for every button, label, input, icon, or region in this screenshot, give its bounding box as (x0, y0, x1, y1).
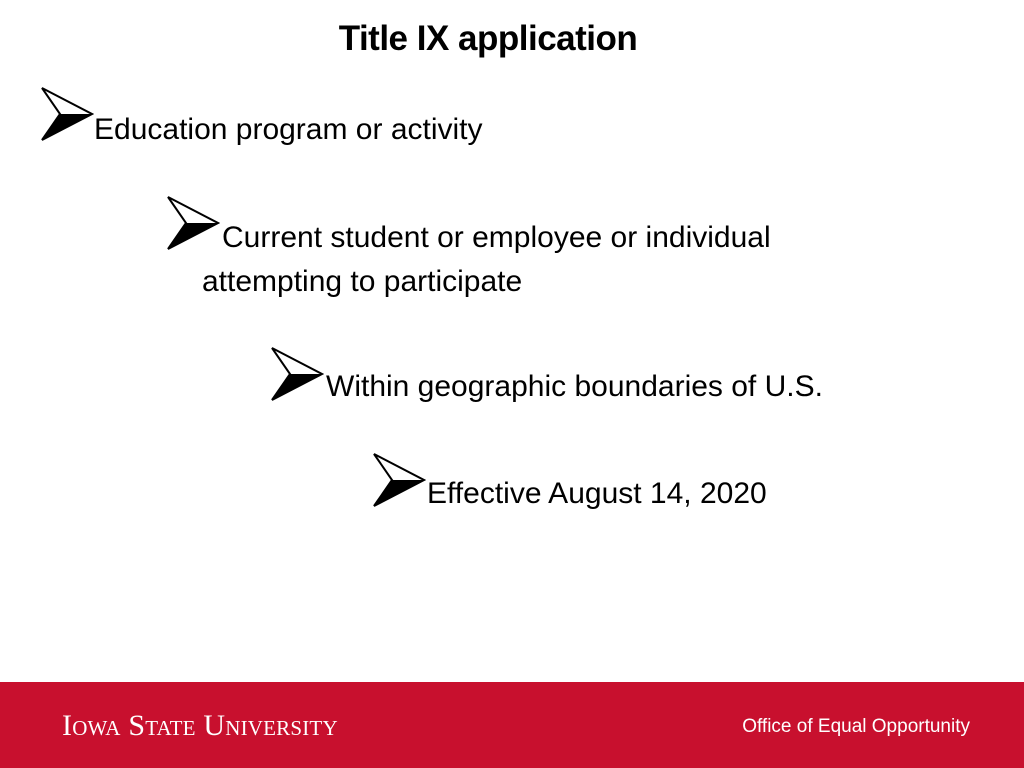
bullet-text: Within geographic boundaries of U.S. (326, 370, 823, 403)
university-logo: Iowa State University (62, 709, 338, 742)
bullet-item (326, 365, 823, 409)
office-label: Office of Equal Opportunity (742, 716, 970, 737)
footer-bar (0, 682, 1024, 768)
slide-title: Title IX application (338, 19, 638, 58)
arrow-bullet-icon (40, 86, 94, 142)
bullet-text: Education program or activity (94, 113, 483, 146)
bullet-text: Effective August 14, 2020 (427, 477, 767, 510)
arrow-bullet-icon (372, 452, 426, 508)
bullet-item (94, 108, 483, 152)
bullet-text-line2: attempting to participate (202, 265, 523, 298)
bullet-text-line1: Current student or employee or individual (222, 221, 771, 254)
arrow-bullet-icon (270, 346, 324, 402)
bullet-item (427, 472, 767, 516)
bullet-item (202, 216, 771, 304)
